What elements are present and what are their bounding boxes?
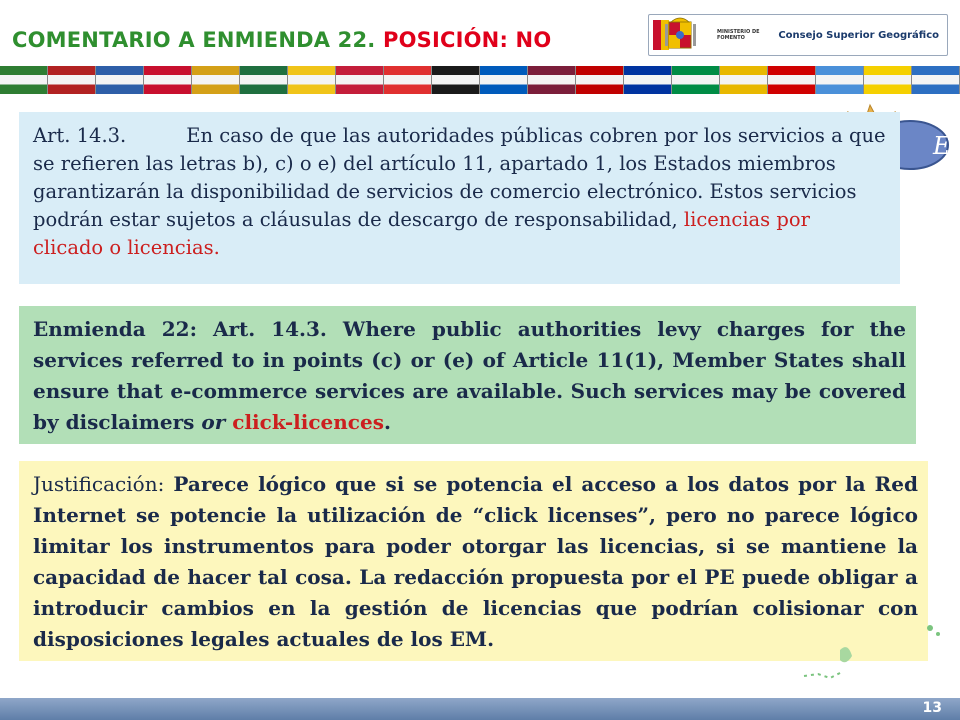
footer-bar: [0, 698, 960, 720]
regional-flag-icon: [336, 66, 384, 94]
regional-flag-icon: [768, 66, 816, 94]
amendment-text: Enmienda 22: Art. 14.3. Where public authorities levy charges for the services referred to in points (c) or (e) of Article 11(1), Member States shall ensure that e-commerce services are available. Such services may be covered by disclaimers: [33, 317, 906, 434]
page-number: 13: [922, 700, 942, 716]
article-text: En caso de que las autoridades públicas cobren por los servicios a que se refieren las letras b), c) o e) del artículo 11, apartado 1, los Estados miembros garantizarán la disponibilidad de servicios de comercio electrónico. Estos servicios podrán estar sujetos a cláusulas de descargo de responsabilidad,: [33, 124, 886, 231]
regional-flag-icon: [144, 66, 192, 94]
justification-label: Justificación:: [33, 472, 165, 496]
regional-flag-icon: [432, 66, 480, 94]
logo-org-text: Consejo Superior Geográfico: [778, 29, 939, 41]
regional-flag-icon: [96, 66, 144, 94]
regional-flag-icon: [816, 66, 864, 94]
amendment-italic: or: [201, 410, 226, 434]
spain-coat-of-arms-icon: [653, 16, 713, 54]
amendment-22-box: [19, 306, 916, 444]
regional-flag-icon: [672, 66, 720, 94]
regional-flag-icon: [576, 66, 624, 94]
svg-text:E: E: [933, 132, 950, 160]
regional-flag-icon: [864, 66, 912, 94]
title-main: COMENTARIO A ENMIENDA 22.: [12, 28, 376, 52]
regional-flag-icon: [192, 66, 240, 94]
slide-title: [12, 28, 551, 52]
decorative-map-icon: [800, 620, 950, 690]
regional-flag-icon: [48, 66, 96, 94]
regional-flag-icon: [528, 66, 576, 94]
article-14-3-box: [19, 112, 900, 284]
regional-flag-icon: [912, 66, 960, 94]
justification-box: [19, 461, 928, 661]
regional-flag-icon: [240, 66, 288, 94]
regional-flag-icon: [480, 66, 528, 94]
regional-flag-icon: [624, 66, 672, 94]
regional-flags-strip: [0, 66, 960, 94]
article-highlight: licencias por clicado o licencias.: [33, 208, 810, 259]
regional-flag-icon: [288, 66, 336, 94]
logo-ministry-text: MINISTERIO DE FOMENTO: [717, 29, 760, 41]
ministry-logo: [648, 14, 948, 56]
regional-flag-icon: [384, 66, 432, 94]
amendment-highlight: click-licences: [232, 410, 384, 434]
regional-flag-icon: [720, 66, 768, 94]
regional-flag-icon: [0, 66, 48, 94]
article-label: Art. 14.3.: [33, 124, 127, 147]
title-position: POSICIÓN: NO: [383, 28, 552, 52]
justification-text: Parece lógico que si se potencia el acceso a los datos por la Red Internet se potencie la utilización de “click licenses”, pero no parece lógico limitar los instrumentos para poder otorgar las licencias, si se mantiene la capacidad de hacer tal cosa. La redacción propuesta por el PE puede obligar a introducir cambios en la gestión de licencias que podrían colisionar con disposiciones legales actuales de los EM.: [33, 472, 919, 651]
amendment-end: .: [383, 410, 391, 434]
